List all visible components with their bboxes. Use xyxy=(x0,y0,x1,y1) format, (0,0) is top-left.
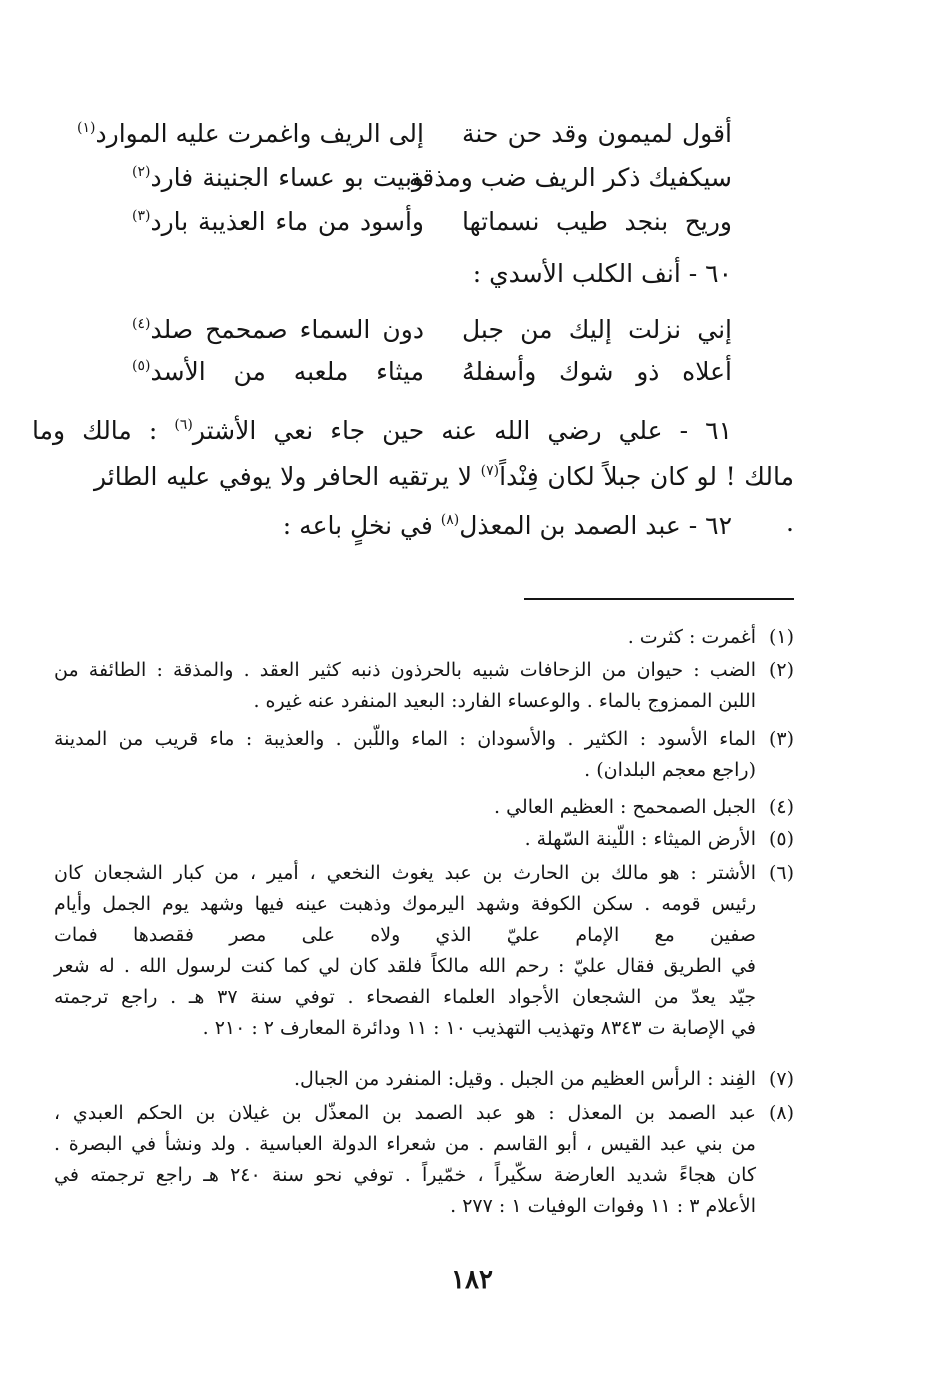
footnote-line: عبد الصمد بن المعذل : هو عبد الصمد بن المعذّل بن غيلان بن الحكم العبدي ، xyxy=(54,1102,756,1124)
footnote-marker: (٣) xyxy=(132,208,151,224)
verse-row xyxy=(0,310,944,354)
footnote-line: الضب : حيوان من الزحافات شبيه بالحرذون ذنبه كثير العقد . والمذقة : الطائفة من xyxy=(54,659,756,681)
section-61-text xyxy=(32,408,732,454)
footnote-7 xyxy=(0,1064,794,1095)
footnote-number: (١) xyxy=(768,626,794,648)
footnote-line: كان هجاءً شديد العارضة سكّيراً ، خمّيراً . توفي نحو سنة ٢٤٠ هـ راجع ترجمته في xyxy=(54,1164,756,1186)
footnote-4 xyxy=(0,792,794,823)
verse-row xyxy=(0,202,944,246)
footnote-line: (راجع معجم البلدان) . xyxy=(584,759,756,781)
verse-first-hemistich: سيكفيك ذكر الريف ضب ومذقة xyxy=(408,163,732,192)
section-heading-60: ٦٠ - أنف الكلب الأسدي : xyxy=(472,259,732,288)
verse-first-hemistich: وريح بنجد طيب نسماتها xyxy=(462,207,732,236)
footnote-8 xyxy=(0,1098,794,1222)
footnote-line: أغمرت : كثرت . xyxy=(627,626,756,648)
footnote-number: (٣) xyxy=(768,728,794,750)
footnote-line: في الطريق فقال عليّ : رحم الله مالكاً فلقد كان لي كما كنت لرسول الله . له شعر xyxy=(54,955,756,977)
footnote-marker: (٨) xyxy=(440,512,460,528)
footnote-line: من بني عبد القيس ، أبو القاسم . من شعراء الدولة العباسية . ولد ونشأ في البصرة . xyxy=(54,1133,756,1155)
verse-second-hemistich: ميثاء ملعبه من الأسد$^{(٥)}$ xyxy=(132,357,424,386)
footnote-marker: (١) xyxy=(77,120,96,136)
verse-first-hemistich: أعلاه ذو شوك وأسفلهُ xyxy=(462,357,732,386)
footnote-line: الفِند : الرأس العظيم من الجبل . وقيل: المنفرد من الجبال. xyxy=(293,1068,756,1090)
verse-row xyxy=(0,114,944,158)
footnote-separator xyxy=(524,598,794,600)
footnote-marker: (٥) xyxy=(132,358,151,374)
footnote-line: الأشتر : هو مالك بن الحارث بن عبد يغوث النخعي ، أمير ، من كبار الشجعان كان xyxy=(54,862,756,884)
verse-second-hemistich: دون السماء صمحمح صلد$^{(٤)}$ xyxy=(132,315,424,344)
footnote-line: الماء الأسود : الكثير . والأسودان : الماء واللّبن . والعذيبة : ماء قريب من المدينة xyxy=(54,728,756,750)
footnote-number: (٨) xyxy=(768,1102,794,1124)
footnote-number: (٤) xyxy=(768,796,794,818)
verse-first-hemistich: إني نزلت إليك من جبل xyxy=(462,315,732,344)
footnote-6 xyxy=(0,858,794,1044)
footnote-line: صفين مع الإمام عليّ الذي ولاه على مصر فقصدها فمات xyxy=(54,924,756,946)
footnote-1 xyxy=(0,622,794,653)
footnote-line: الجبل الصمحمح : العظيم العالي . xyxy=(494,796,756,818)
verse-second-hemistich: وأسود من ماء العذيبة بارد$^{(٣)}$ xyxy=(132,207,424,236)
verse-row xyxy=(0,352,944,396)
footnote-marker: (٦) xyxy=(174,417,193,433)
footnote-3 xyxy=(0,724,794,786)
footnote-line: اللبن الممزوج بالماء . والوعساء الفارد: البعيد المنفرد عنه غيره . xyxy=(253,690,756,712)
footnote-line: رئيس قومه . سكن الكوفة وشهد اليرموك وذهبت عينه فيها وشهد يوم الجمل وأيام xyxy=(54,893,756,915)
footnote-marker: (٢) xyxy=(132,164,151,180)
footnote-2 xyxy=(0,655,794,717)
footnote-number: (٦) xyxy=(768,862,794,884)
footnote-number: (٢) xyxy=(768,659,794,681)
footnote-number: (٧) xyxy=(768,1068,794,1090)
text-line: ٦١ - علي رضي الله عنه حين جاء نعي الأشتر$^{(٦)}$ : مالك وما xyxy=(32,416,732,445)
footnote-line: الأرض الميثاء : اللّينة السّهلة . xyxy=(524,828,756,850)
footnote-marker: (٤) xyxy=(132,316,151,332)
text-line: مالك ! لو كان جبلاً لكان فِنْداً$^{(٧)}$ لا يرتقيه الحافر ولا يوفي عليه الطائر . xyxy=(94,462,794,537)
footnote-5 xyxy=(0,824,794,855)
footnote-number: (٥) xyxy=(768,828,794,850)
page-number: ١٨٢ xyxy=(451,1265,493,1295)
verse-second-hemistich: إلى الريف واغمرت عليه الموارد$^{(١)}$ xyxy=(77,119,424,148)
section-heading-62: ٦٢ - عبد الصمد بن المعذل$^{(٨)}$ في نخلٍ باعه : xyxy=(282,511,732,540)
verse-second-hemistich: وبيت بو عساء الجنينة فارد$^{(٢)}$ xyxy=(132,163,424,192)
footnote-line: الأعلام ٣ : ١١ وفوات الوفيات ١ : ٢٧٧ . xyxy=(450,1195,756,1217)
footnote-line: جيّد يعدّ من الشجعان الأجواد العلماء الفصحاء . توفي سنة ٣٧ هـ . راجع ترجمته xyxy=(54,986,756,1008)
footnote-marker: (٧) xyxy=(480,463,500,479)
footnote-line: في الإصابة ت ٨٣٤٣ وتهذيب التهذيب ١٠ : ١١ ودائرة المعارف ٢ : ٢١٠ . xyxy=(202,1017,756,1039)
verse-first-hemistich: أقول لميمون وقد حن حنة xyxy=(462,119,732,148)
verse-row xyxy=(0,158,944,202)
